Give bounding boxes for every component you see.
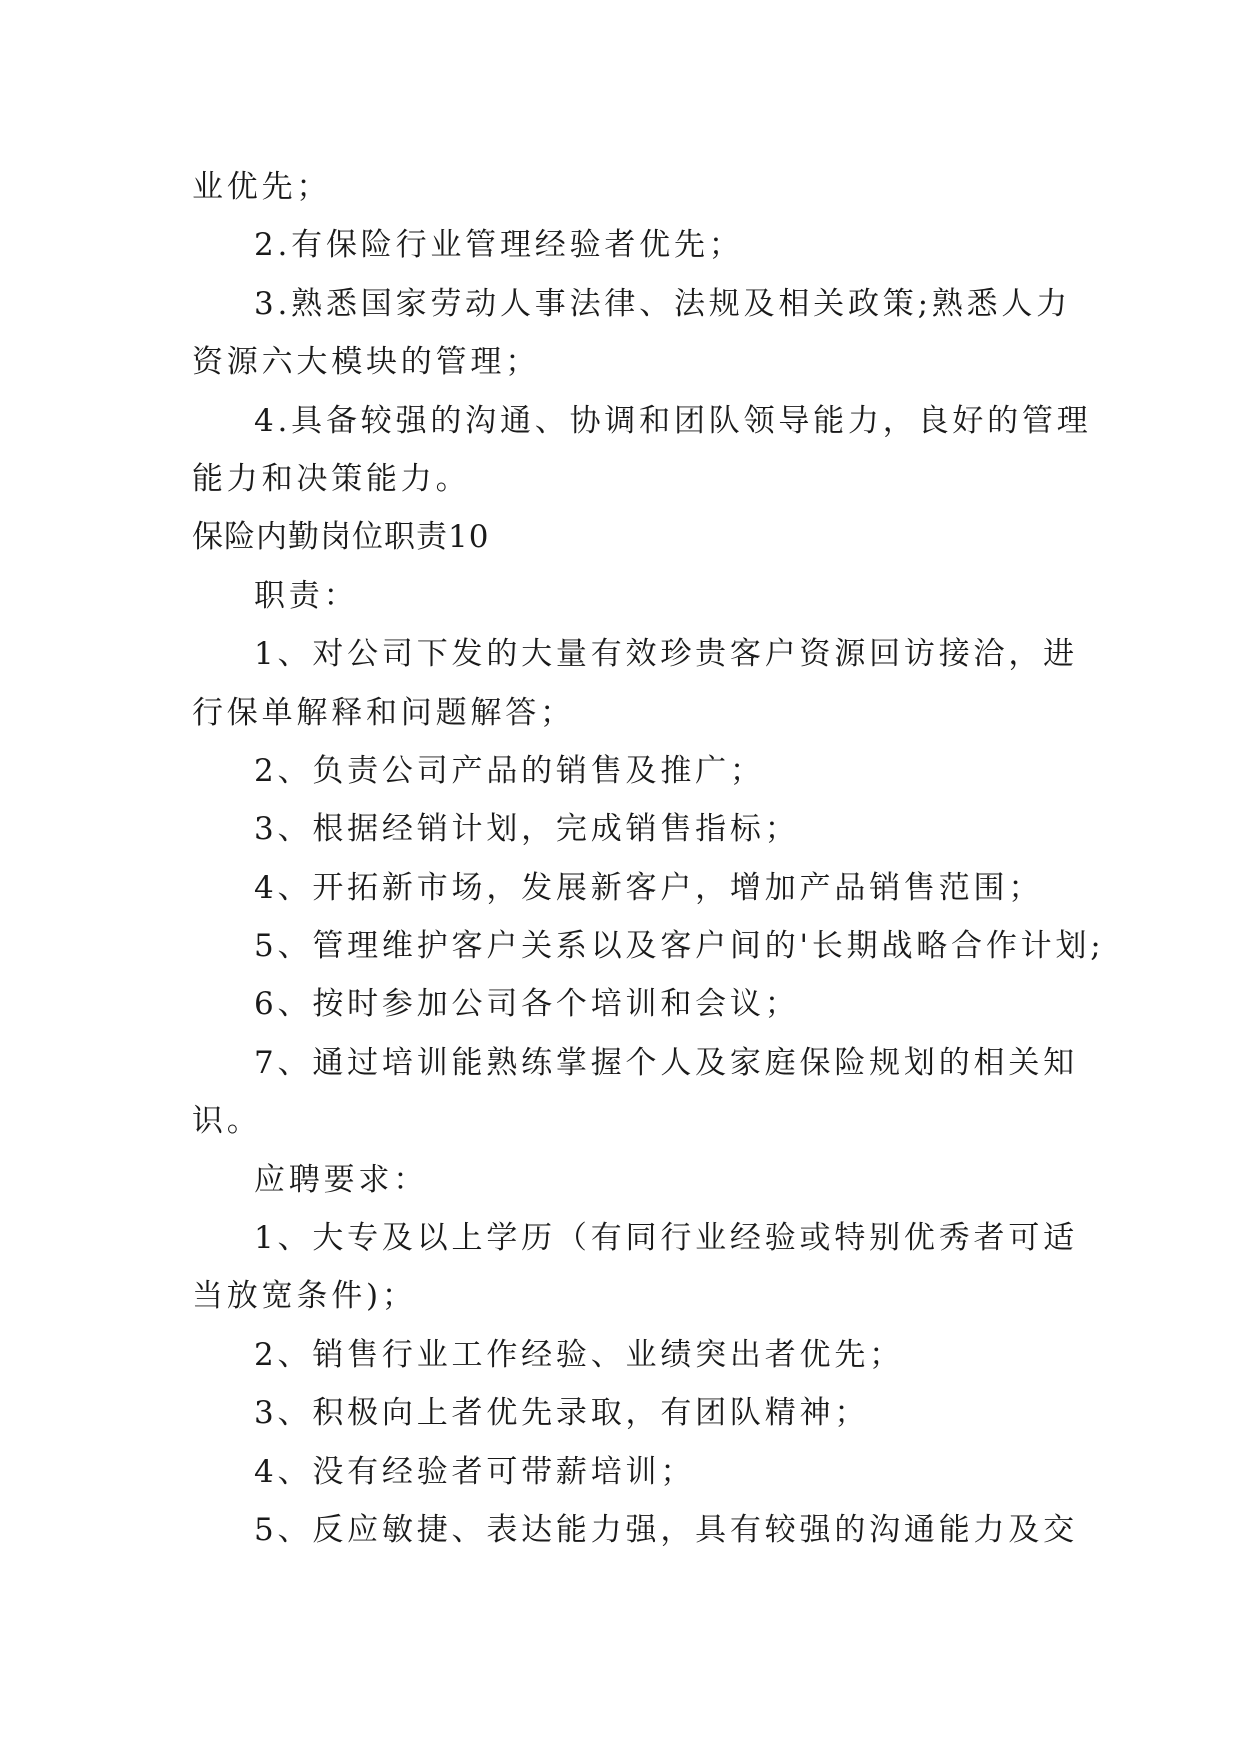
subsection-label: 职责： [254,577,359,614]
section-heading: 保险内勤岗位职责10 [192,519,490,556]
subsection-label: 应聘要求： [254,1161,428,1198]
paragraph-line: 识。 [192,1103,262,1140]
paragraph-line: 7、通过培训能熟练掌握个人及家庭保险规划的相关知 [254,1044,1078,1081]
paragraph-line: 资源六大模块的管理； [192,344,540,381]
paragraph-line: 6、按时参加公司各个培训和会议； [254,986,800,1023]
paragraph-line: 当放宽条件)； [192,1278,417,1315]
paragraph-line: 业优先； [192,169,332,205]
paragraph-line: 3.熟悉国家劳动人事法律、法规及相关政策;熟悉人力 [254,285,1072,322]
paragraph-line: 4.具备较强的沟通、协调和团队领导能力，良好的管理 [254,402,1092,439]
paragraph-line: 4、没有经验者可带薪培训； [254,1453,696,1490]
paragraph-line: 1、大专及以上学历（有同行业经验或特别优秀者可适 [254,1220,1078,1257]
paragraph-line: 2、销售行业工作经验、业绩突出者优先； [254,1336,904,1373]
paragraph-line: 4、开拓新市场，发展新客户，增加产品销售范围； [254,869,1044,906]
paragraph-line: 5、管理维护客户关系以及客户间的'长期战略合作计划; [254,928,1105,965]
paragraph-line: 5、反应敏捷、表达能力强，具有较强的沟通能力及交 [254,1511,1078,1548]
paragraph-line: 2、负责公司产品的销售及推广； [254,752,765,789]
document-body [192,158,1105,1559]
paragraph-line: 1、对公司下发的大量有效珍贵客户资源回访接洽，进 [254,636,1078,673]
paragraph-line: 3、积极向上者优先录取，有团队精神； [254,1395,870,1432]
paragraph-line: 2.有保险行业管理经验者优先； [254,227,744,264]
paragraph-line: 3、根据经销计划，完成销售指标； [254,811,800,848]
paragraph-line: 行保单解释和问题解答； [192,694,575,731]
paragraph-line: 能力和决策能力。 [192,460,471,497]
